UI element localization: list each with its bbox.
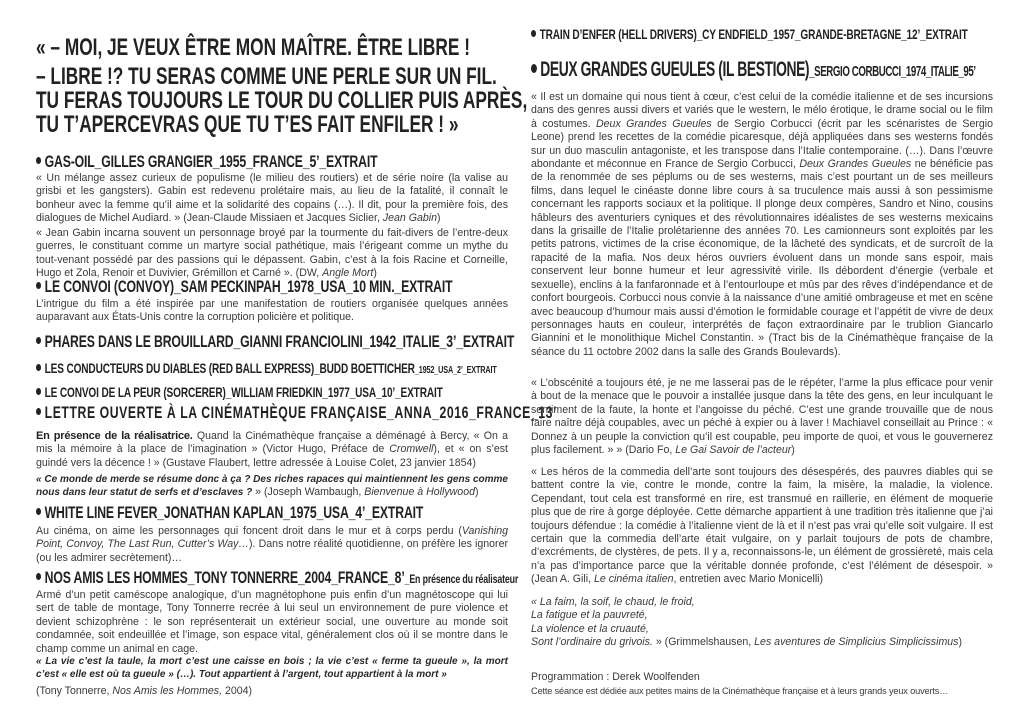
- bullet-icon: [36, 388, 41, 395]
- programmation-credit: Programmation : Derek Woolfenden: [531, 671, 700, 683]
- lettre-paragraph-1: [36, 430, 508, 470]
- bullet-icon: [36, 282, 41, 289]
- text: ): [437, 212, 441, 225]
- bold-quote: « Ce monde de merde se résume donc à ça ? Des riches rapaces qui maintiennent les gens comme nous dans leur statut de serfs et d’esclaves ?: [36, 474, 508, 499]
- poem: [531, 596, 993, 650]
- title-details: _1952_USA_2’_EXTRAIT: [414, 365, 497, 376]
- text: ): [474, 486, 479, 499]
- bullet-icon: [531, 64, 537, 73]
- text: 2004): [222, 685, 253, 697]
- deux-gueules-paragraph-2: [531, 377, 993, 457]
- text: ): [373, 267, 377, 280]
- text: Au cinéma, on aime les personnages qui foncent droit dans le mur et à corps perdu (: [36, 525, 462, 537]
- citation: Les aventures de Simplicius Simplicissimus: [754, 636, 959, 649]
- text: , entretien avec Mario Monicelli): [673, 573, 824, 586]
- section-title-train: [531, 26, 968, 42]
- bullet-icon: [36, 337, 41, 344]
- title-text: TRAIN D’ENFER (HELL DRIVERS)_CY ENDFIELD_1957_GRANDE-BRETAGNE_12’_EXTRAIT: [539, 26, 968, 42]
- bullet-icon: [36, 508, 41, 515]
- poem-line: La violence et la cruauté,: [531, 622, 649, 635]
- text: « L’obscénité a toujours été, je ne me lasserai pas de le répéter, l’arme la plus efficace pour venir à bout de la menace que le pouvoir a installée jusque dans la tête des gens, en leur inculquant le sentiment de la faute, la honte et l’angoisse du péché. C’est une grande trouvaille que de nous faire naître déjà coupables, avec un péché à expier ou à laver ! Machiavel conseillait au Prince : « Donnez à un peuple la conviction qu’il est coupable, peu importe de quoi, et vous le gouvernerez plus facilement. » » (Dario Fo,: [531, 377, 993, 457]
- section-title-lettre: [36, 403, 557, 423]
- citation: Le cinéma italien: [594, 573, 674, 586]
- title-text: NOS AMIS LES HOMMES_TONY TONNERRE_2004_FRANCE_8’: [44, 568, 405, 587]
- title-text: PHARES DANS LE BROUILLARD_GIANNI FRANCIOLINI_1942_ITALIE_3’_EXTRAIT: [44, 332, 515, 351]
- dedication: Cette séance est dédiée aux petites mains de la Cinémathèque française et à leurs grands yeux ouverts…: [531, 686, 949, 696]
- gasoil-paragraph-2: [36, 227, 508, 281]
- citation: Deux Grandes Gueules: [799, 158, 912, 171]
- lead-text: En présence de la réalisatrice.: [36, 430, 193, 442]
- text: « Les héros de la commedia dell’arte sont toujours des désespérés, des pauvres diables qui se battent contre la vie, contre le monde, contre la faim, la misère, la maladie, la violence. Cependant, tout cela est transformé en rire, est transmué en raillerie, en élément de moquerie plus que de rire à gorge déployée. Cette démarche appartient à une tradition très italienne que j’ai toujours défendue : la comédie à l’italienne vient de là et il n’est pas vrai qu’elle soit vulgaire. Il est certain que la commedia dell’arte était vulgaire, on y parlait toujours de pots de chambre, d’excréments, de clystères, de pets. Il y a, reconnaissons-le, un élément de grossièreté, mais cela n’a pas d’importance parce que la véritable donnée profonde, c’est l’élément de désespoir. » (Jean A. Gili,: [531, 466, 993, 586]
- section-title-whiteline: [36, 503, 423, 523]
- text: (Tony Tonnerre,: [36, 685, 113, 697]
- section-title-conducteurs: [36, 360, 497, 376]
- poem-line: « La faim, la soif, le chaud, le froid,: [531, 596, 695, 608]
- text: « Un mélange assez curieux de populisme (le milieu des routiers) et de série noire (la valise au grisbi et les gangsters). Gabin est redevenu prolétaire mais, au lieu de la fatalité, il connaît le bonheur avec la femme qu’il aime et la solidarité des copains (…). Il dit, pour la première fois, des dialogues de Michel Audiard. » (Jean-Claude Missiaen et Jacques Siclier,: [36, 172, 508, 225]
- title-text: WHITE LINE FEVER_JONATHAN KAPLAN_1975_USA_4’_EXTRAIT: [44, 503, 424, 522]
- title-text: LES CONDUCTEURS DU DIABLES (RED BALL EXPRESS)_BUDD BOETTICHER: [44, 360, 415, 376]
- poem-line: La fatigue et la pauvreté,: [531, 609, 648, 622]
- citation: Nos Amis les Hommes,: [112, 685, 223, 697]
- gasoil-paragraph-1: [36, 172, 508, 226]
- whiteline-paragraph: [36, 525, 508, 565]
- title-details: _SERGIO CORBUCCI_1974_ITALIE_95’: [809, 64, 976, 80]
- bullet-icon: [36, 364, 41, 371]
- deux-gueules-paragraph-3: [531, 466, 993, 587]
- headline-line-4: TU T’APERCEVRAS QUE TU T’ES FAIT ENFILER ! »: [36, 111, 459, 138]
- bullet-icon: [36, 573, 41, 580]
- title-text: DEUX GRANDES GUEULES (IL BESTIONE): [540, 58, 810, 81]
- section-title-convoi: [36, 277, 452, 297]
- citation: Deux Grandes Gueules: [596, 117, 712, 130]
- section-title-amis: [36, 568, 518, 588]
- title-text: LE CONVOI (CONVOY)_SAM PECKINPAH_1978_USA_10 MIN._EXTRAIT: [44, 277, 453, 296]
- title-text: LETTRE OUVERTE À LA CINÉMATHÈQUE FRANÇAISE_ANNA_2016_FRANCE_13’: [44, 403, 558, 422]
- section-title-phares: [36, 332, 514, 352]
- text: » (Joseph Wambaugh,: [252, 486, 365, 499]
- headline-line-2: – LIBRE !? TU SERAS COMME UNE PERLE SUR UN FIL.: [36, 63, 497, 90]
- text: « Jean Gabin incarna souvent un personnage broyé par la tourmente du fait-divers de l’entre-deux guerres, le constituant comme un martyre social pathétique, mais l’érigeant comme un mythe du tout-venant possédé par des passions qui le dépassent. Gabin, c’est à la fois Racine et Corneille, Hugo et Zola, Renoir et Duvivier, Grémillon et Carné ». (DW,: [36, 227, 508, 280]
- text: ). Dans notre réalité quotidienne, on préfère les ignorer (ou les admirer secrètement)…: [36, 538, 509, 564]
- citation: Angle Mort: [322, 267, 374, 280]
- section-title-deux-gueules: [531, 58, 976, 82]
- section-title-gasoil: [36, 152, 377, 172]
- lettre-paragraph-2: [36, 473, 508, 500]
- deux-gueules-paragraph-1: [531, 91, 993, 359]
- convoi-paragraph: L’intrigue du film a été inspirée par une manifestation de routiers organisée quelques années auparavant aux États-Unis contre la corruption policière et politique.: [36, 298, 508, 324]
- text: » (Grimmelshausen,: [652, 636, 755, 649]
- citation: Vanishing Point, Convoy, The Last Run, Cutter’s Way…: [36, 525, 508, 551]
- text: Quand la Cinémathèque française a déménagé à Bercy, « On a mis la mémoire à la place de l’imagination » (Victor Hugo, Préface de: [36, 430, 508, 456]
- citation: Le Gai Savoir de l’acteur: [675, 444, 792, 457]
- amis-citation: [36, 685, 508, 698]
- citation: Bienvenue à Hollywood: [364, 486, 475, 499]
- text: ne bénéficie pas de la renommée de ses péplums ou de ses westerns, mais c’est pourtant un de ses meilleurs films, dans lequel le cinéaste donne libre cours à sa truculence mais aussi à son pessimisme concernant les rapports sociaux et la politique. Il plonge deux compères, Sandro et Nino, cousins hâbleurs des aventuriers cyniques et des révolutionnaires idéalistes de ses westerns mexicains dans la grisaille de l’Italie prolétarienne des années 70. Les camionneurs sont exploités par les petits patrons, victimes de la crise économique, de la lâcheté des syndicats, et de surcroît de la rapacité de la mafia. Nos deux héros ouvriers évoluent dans un monde sans espoir, mais conservent leur bonne humeur et leur agressivité virile. Ils débordent d’énergie (verbale et sexuelle), enclins à la fanfaronnade et à l’entourloupe et mûs par des rêves d’indépendance et de confort bourgeois. Corbucci nous convie à la naissance d’une amitié ombrageuse et met en scène avec beaucoup d’humour mais aussi d’émotion le formidable courage et l’appétit de vivre de deux personnages hauts en couleur, interprétés de façon extraordinaire par le trublion Giancarlo Giannini et le monolithique Michel Constantin. » (Tract bis de la Cinémathèque française de la séance du 11 octobre 2002 dans la salle des Grands Boulevards).: [531, 158, 993, 358]
- text: de Sergio Corbucci (écrit par les scénaristes de Sergio Leone) prend les recettes de la comédie picaresque, déjà appliquées dans ses westerns fondés sur un duo masculin antagoniste, et les transpose dans l’Italie contemporaine. (…). Dans l’œuvre abondante et méconnue en France de Sergio Corbucci,: [531, 117, 993, 171]
- title-details: _En présence du réalisateur: [404, 572, 519, 586]
- headline-line-1: « – MOI, JE VEUX ÊTRE MON MAÎTRE. ÊTRE LIBRE !: [36, 34, 470, 61]
- headline-line-3: TU FERAS TOUJOURS LE TOUR DU COLLIER PUIS APRÈS,: [36, 87, 528, 114]
- bullet-icon: [36, 157, 41, 164]
- bullet-icon: [531, 30, 536, 37]
- citation: Jean Gabin: [382, 212, 438, 225]
- amis-quote: « La vie c’est la taule, la mort c’est une caisse en bois ; la vie c’est « ferme ta gueule », la mort c’est « elle est où ta gueule » (…). Tout appartient à l’argent, tout appartient à la mort »: [36, 656, 508, 681]
- bullet-icon: [36, 408, 41, 415]
- text: ): [791, 444, 795, 457]
- citation: Cromwell: [389, 443, 434, 456]
- text: « Il est un domaine qui nous tient à cœur, c’est celui de la comédie italienne et de ses incursions dans des genres aussi divers et variés que le western, le mélo érotique, le drame social ou le film à costumes.: [531, 91, 993, 130]
- section-title-convoi-peur: [36, 384, 443, 400]
- title-text: LE CONVOI DE LA PEUR (SORCERER)_WILLIAM FRIEDKIN_1977_USA_10’_EXTRAIT: [44, 384, 443, 400]
- text: ): [958, 636, 962, 649]
- amis-paragraph: Armé d’un petit caméscope analogique, d’un magnétophone puis enfin d’un magnétoscope qui lui sert de table de montage, Tony Tonnerre recrée à lui seul un environnement de pure violence et devient schizophrène : le son représenterait un extérieur social, une ouverture au monde soit condamnée, soit endeuillée et l’image, son espace vital, généralement clos où il se montre dans le champ comme un animal en cage.: [36, 589, 508, 655]
- title-text: GAS-OIL_GILLES GRANGIER_1955_FRANCE_5’_EXTRAIT: [44, 152, 378, 171]
- poem-line: Sont l’ordinaire du grivois.: [531, 636, 653, 649]
- text: ), et « on s’est guindé vers la décence ! » (Gustave Flaubert, lettre adressée à Louise Colet, 23 janvier 1854): [36, 443, 508, 469]
